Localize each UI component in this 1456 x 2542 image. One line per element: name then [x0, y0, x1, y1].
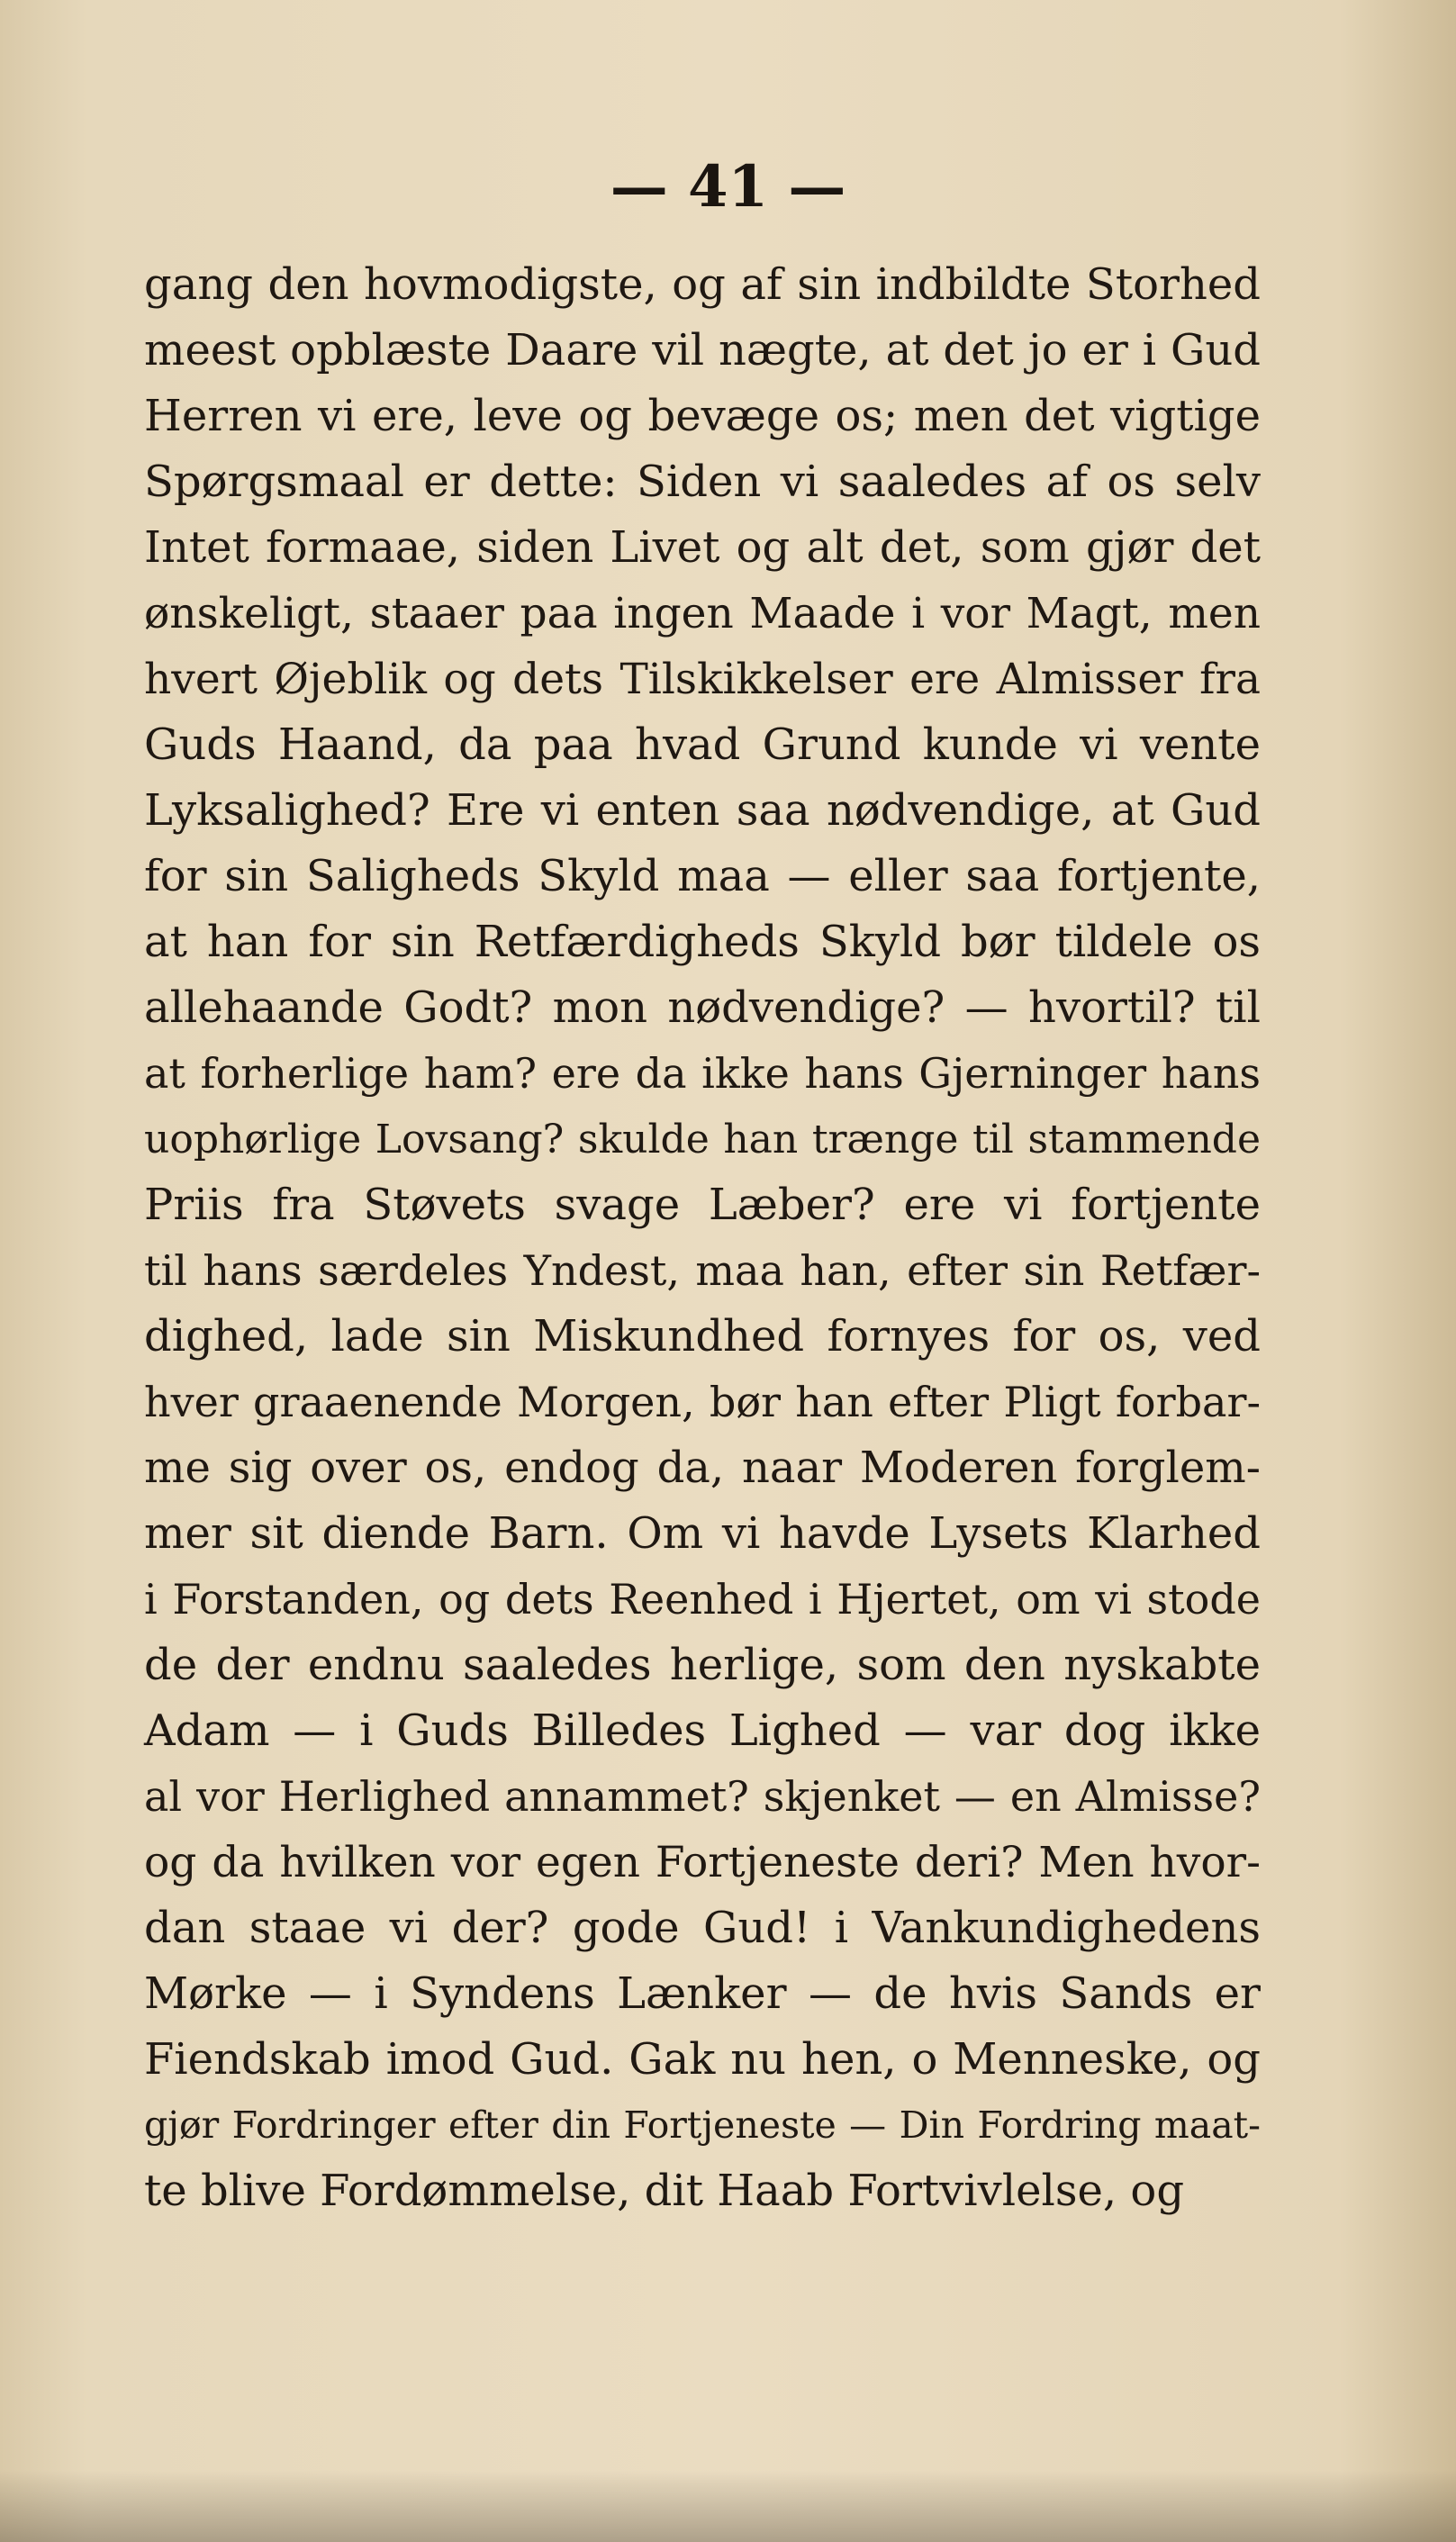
text-line: Guds Haand, da paa hvad Grund kunde vi vente	[144, 719, 1261, 770]
text-line: uophørlige Lovsang? skulde han trænge til stammende	[144, 1117, 1261, 1162]
page-number: — 41 —	[610, 153, 846, 221]
text-line: Intet formaae, siden Livet og alt det, som gjør det	[144, 522, 1261, 573]
text-line: i Forstanden, og dets Reenhed i Hjertet, om vi stode	[144, 1575, 1261, 1624]
body-text	[144, 252, 1261, 2224]
text-line: Priis fra Støvets svage Læber? ere vi fortjente	[144, 1180, 1261, 1230]
text-line: Fiendskab imod Gud. Gak nu hen, o Menneske, og	[144, 2034, 1261, 2085]
text-line: Spørgsmaal er dette: Siden vi saaledes af os selv	[144, 457, 1261, 507]
text-line: dan staae vi der? gode Gud! i Vankundighedens	[144, 1903, 1261, 1953]
text-line: meest opblæste Daare vil nægte, at det jo er i Gud	[144, 325, 1261, 375]
text-line: at forherlige ham? ere da ikke hans Gjerninger hans	[144, 1049, 1261, 1098]
text-line: de der endnu saaledes herlige, som den nyskabte	[144, 1640, 1261, 1690]
text-line: me sig over os, endog da, naar Moderen forglem-	[144, 1443, 1261, 1493]
text-line: mer sit diende Barn. Om vi havde Lysets Klarhed	[144, 1508, 1261, 1559]
text-line: gjør Fordringer efter din Fortjeneste — Din Fordring maat-	[144, 2103, 1261, 2147]
text-line: Herren vi ere, leve og bevæge os; men det vigtige	[144, 391, 1261, 441]
text-line: gang den hovmodigste, og af sin indbildte Storhed	[144, 259, 1261, 310]
text-line: Mørke — i Syndens Lænker — de hvis Sands er	[144, 1968, 1261, 2019]
text-line: hvert Øjeblik og dets Tilskikkelser ere Almisser fra	[144, 655, 1261, 704]
text-line: og da hvilken vor egen Fortjeneste deri? Men hvor-	[144, 1838, 1261, 1887]
text-line: allehaande Godt? mon nødvendige? — hvortil? til	[144, 982, 1261, 1033]
text-line: Adam — i Guds Billedes Lighed — var dog ikke	[144, 1705, 1261, 1756]
text-line: al vor Herlighed annammet? skjenket — en Almisse?	[144, 1772, 1261, 1821]
text-line: ønskeligt, staaer paa ingen Maade i vor Magt, men	[144, 589, 1261, 638]
text-line: at han for sin Retfærdigheds Skyld bør tildele os	[144, 917, 1261, 967]
text-line: Lyksalighed? Ere vi enten saa nødvendige, at Gud	[144, 785, 1261, 836]
text-line: for sin Saligheds Skyld maa — eller saa fortjente,	[144, 851, 1261, 901]
text-line: til hans særdeles Yndest, maa han, efter sin Retfær-	[144, 1246, 1261, 1295]
text-line: hver graaenende Morgen, bør han efter Pligt forbar-	[144, 1378, 1261, 1426]
text-line: dighed, lade sin Miskundhed fornyes for os, ved	[144, 1311, 1261, 1361]
text-line: te blive Fordømmelse, dit Haab Fortvivlelse, og	[144, 2166, 1185, 2216]
